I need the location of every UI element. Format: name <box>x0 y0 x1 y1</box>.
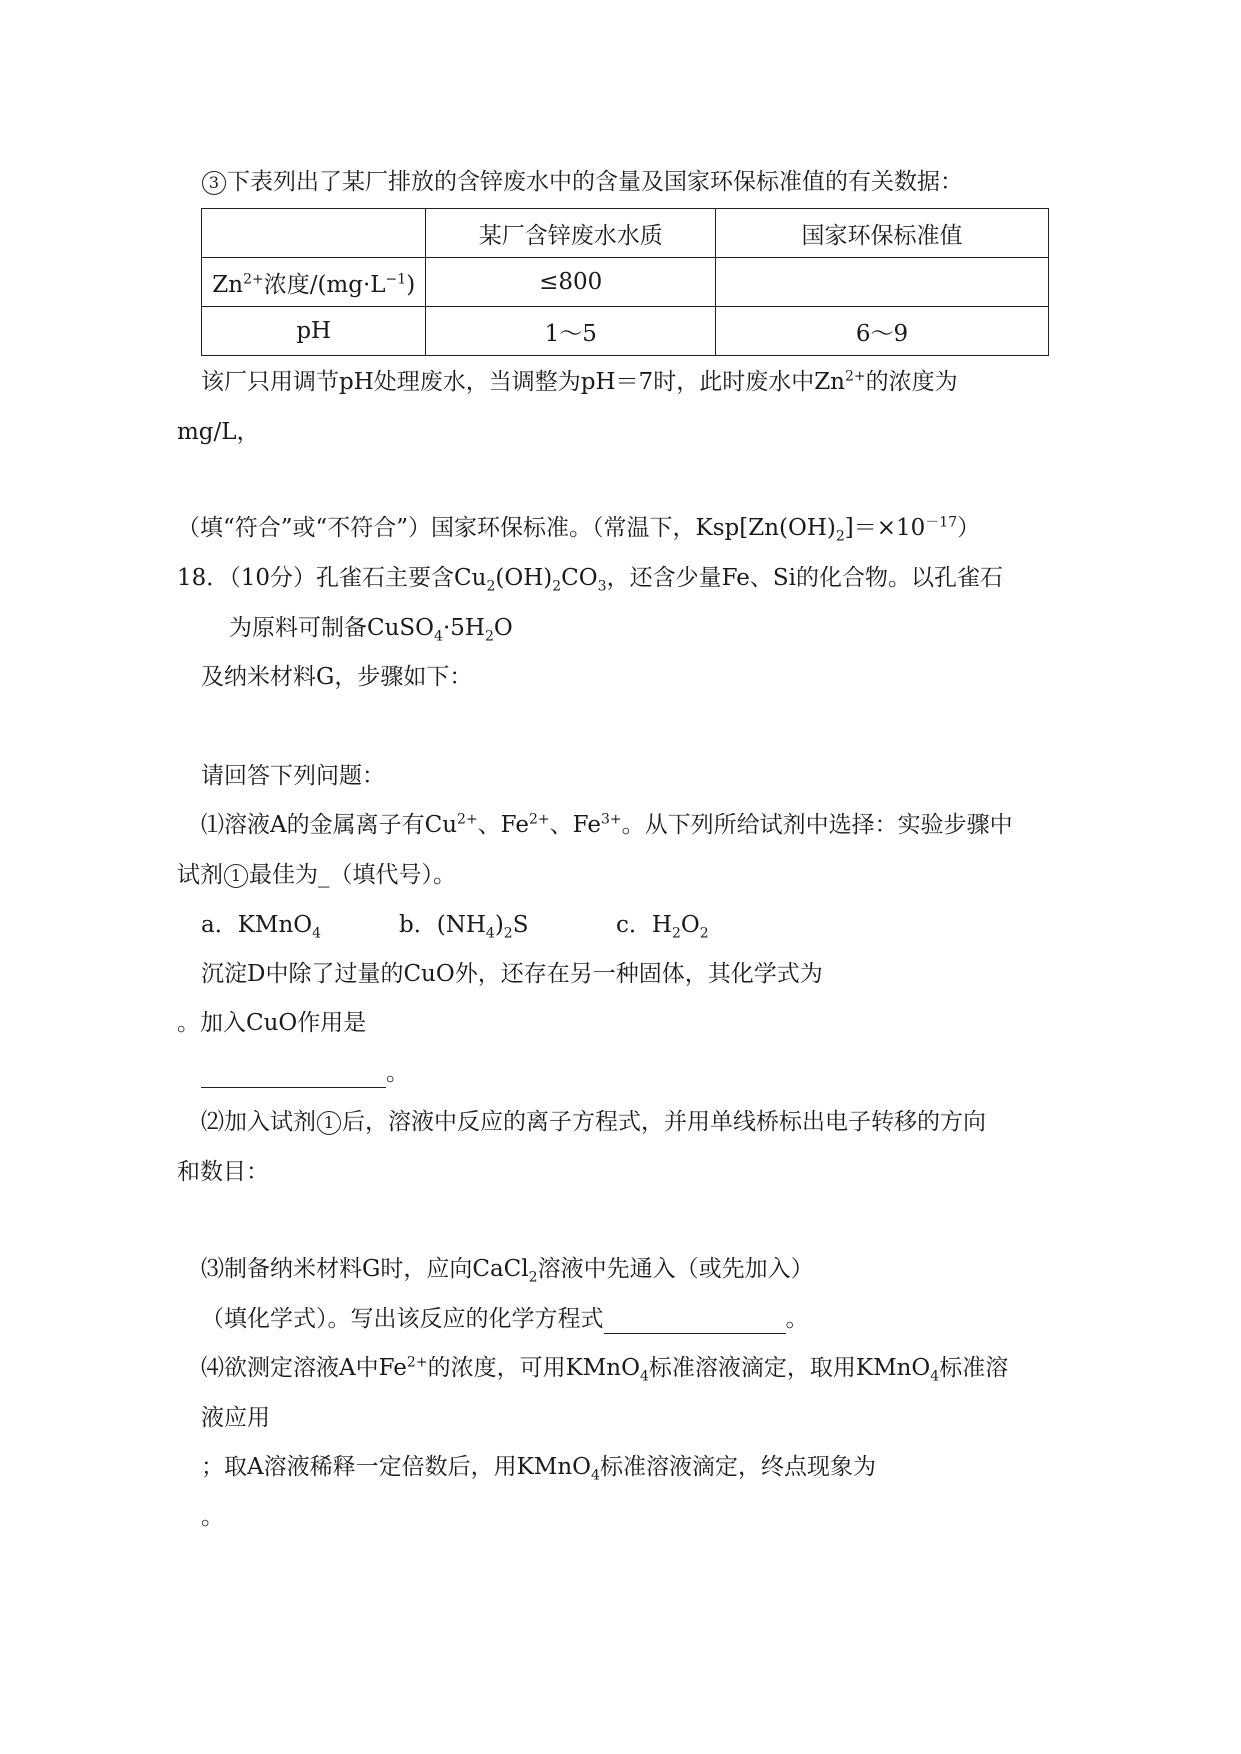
part1-line-1: ⑴溶液A的金属离子有$Cu^{2+}$、$Fe^{2+}$、$Fe^{3+}$。从下列所给试剂中选择：实验步骤中 <box>201 811 1013 838</box>
table-header-row <box>202 209 1049 258</box>
table-header-cell: 某厂含锌废水水质 <box>426 209 716 258</box>
intro-line <box>201 167 963 197</box>
circled-number: 3 <box>202 171 226 195</box>
option-a: a．KMnO$_4$ <box>201 912 322 942</box>
answer-blank[interactable] <box>201 1063 386 1088</box>
table-cell: 1～5 <box>426 307 716 356</box>
part1-line-4: 沉淀D中除了过量的CuO外，还存在另一种固体，其化学式为 <box>201 961 823 987</box>
part4-line-1: ⑷欲测定溶液A中$Fe^{2+}$的浓度，可用KMnO$_4$标准溶液滴定，取用KMnO$_4$标准溶 <box>201 1354 1009 1385</box>
intro-text: 下表列出了某厂排放的含锌废水中的含量及国家环保标准值的有关数据： <box>227 169 963 195</box>
part1-line-2: 试剂 1 最佳为_（填代号）。 <box>177 862 456 888</box>
part4-line-3: ；取A溶液稀释一定倍数后，用KMnO$_4$标准溶液滴定，终点现象为 <box>201 1454 876 1484</box>
q18-line-4: 请回答下列问题： <box>201 763 385 789</box>
part3-line-1: ⑶制备纳米材料G时，应向CaCl$_2$溶液中先通入（或先加入） <box>201 1256 814 1286</box>
answer-blank[interactable] <box>604 1309 786 1334</box>
table-row-label: $Zn^{2+}$浓度$/(mg\cdot L^{-1})$ <box>202 258 426 307</box>
part1-line-6: 。 <box>201 1058 409 1088</box>
circled-number: 1 <box>224 864 248 888</box>
part4-line-2: 液应用 <box>201 1405 270 1431</box>
table-cell: 6～9 <box>715 307 1048 356</box>
part4-line-4: 。 <box>201 1504 224 1530</box>
q17-line-2: mg/L， <box>177 419 260 445</box>
table-row-label: pH <box>202 307 426 356</box>
option-c: c．$H_2O_2$ <box>616 912 709 942</box>
q18-line-3: 及纳米材料G，步骤如下： <box>201 664 473 690</box>
circled-number: 1 <box>317 1111 341 1135</box>
table-row <box>202 258 1049 307</box>
part2-line-1: ⑵加入试剂 1 后，溶液中反应的离子方程式，并用单线桥标出电子转移的方向 <box>201 1109 986 1135</box>
part2-line-2: 和数目： <box>177 1159 269 1185</box>
table-cell: ≤800 <box>426 258 716 307</box>
q18-line-2: 为原料可制备$CuSO_4\cdot 5H_2O$ <box>229 615 513 645</box>
option-b: b．$(NH_4)_2S$ <box>399 912 529 942</box>
zinc-wastewater-table <box>201 208 1049 356</box>
table-header-cell <box>202 209 426 258</box>
table-cell <box>715 258 1048 307</box>
part3-line-2: （填化学式）。写出该反应的化学方程式 。 <box>201 1306 809 1332</box>
q18-line-1: 18．（10分）孔雀石主要含$Cu_2(OH)_2CO_3$，还含少量Fe、Si的化合物。以孔雀石 <box>177 565 1003 595</box>
table-header-cell: 国家环保标准值 <box>715 209 1048 258</box>
q17-line-1: 该厂只用调节pH处理废水，当调整为pH＝7时，此时废水中$Zn^{2+}$的浓度为 <box>201 368 958 395</box>
q17-line-3: （填“符合”或“不符合”）国家环保标准。（常温下，$Ksp[Zn(OH)_2]=\times 10^{-17}$） <box>177 514 981 545</box>
part1-line-5: 。加入CuO作用是 <box>177 1010 367 1036</box>
table-row <box>202 307 1049 356</box>
